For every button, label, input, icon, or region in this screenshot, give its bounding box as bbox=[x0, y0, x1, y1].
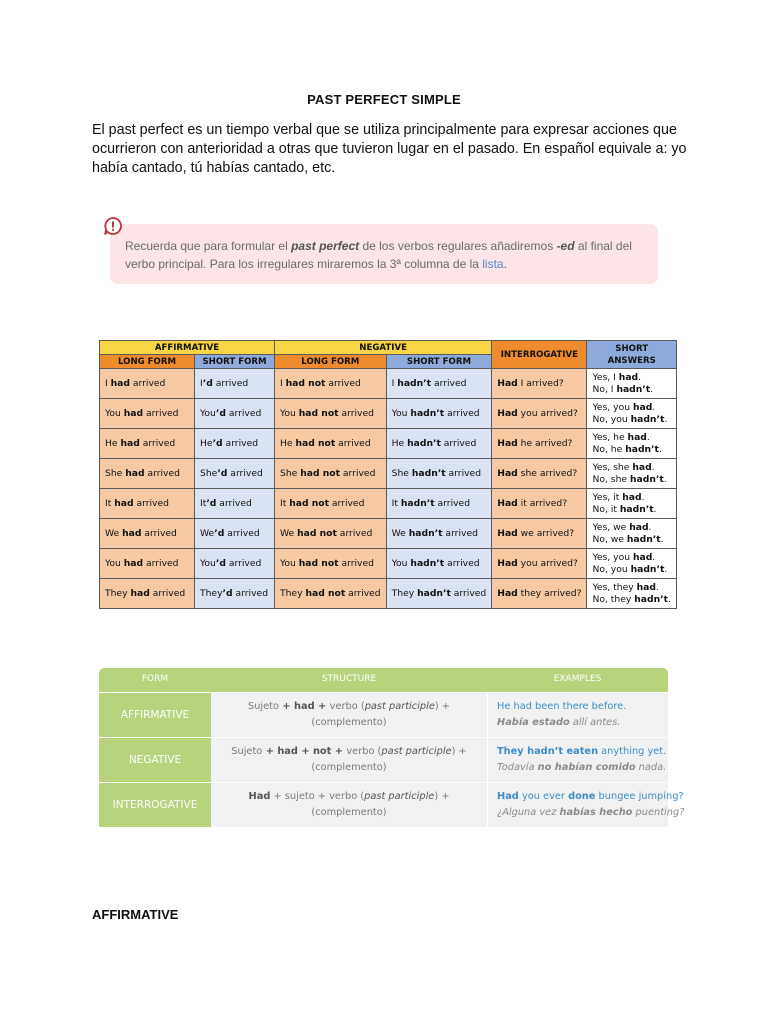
neg-short-cell: He hadn’t arrived bbox=[386, 429, 492, 459]
table-row bbox=[100, 369, 677, 399]
neg-short-cell: She hadn’t arrived bbox=[386, 459, 492, 489]
header-form: FORM bbox=[141, 674, 169, 684]
header-short-answers: SHORT ANSWERS bbox=[587, 341, 676, 369]
header-negative: NEGATIVE bbox=[275, 341, 492, 355]
intro-paragraph: El past perfect es un tiempo verbal que se utiliza principalmente para expresar acciones que ocurrieron con anterioridad a otras que tuvieron lugar en el pasado. En español equivale a: yo había cantado, tú habías cantado, etc. bbox=[92, 122, 687, 176]
section-heading: AFFIRMATIVE bbox=[92, 907, 179, 922]
form-label: NEGATIVE bbox=[99, 738, 211, 782]
interrogative-cell: Had you arrived? bbox=[492, 549, 587, 579]
aff-short-cell: He’d arrived bbox=[195, 429, 275, 459]
interrogative-cell: Had it arrived? bbox=[492, 489, 587, 519]
short-answer-cell: Yes, we had. No, we hadn’t. bbox=[587, 519, 676, 549]
list-link[interactable]: lista bbox=[482, 257, 504, 271]
table-row bbox=[100, 519, 677, 549]
short-answer-cell: Yes, you had. No, you hadn’t. bbox=[587, 549, 676, 579]
conjugation-table-body bbox=[100, 369, 677, 609]
page-title: PAST PERFECT SIMPLE bbox=[307, 92, 461, 107]
aff-long-cell: She had arrived bbox=[100, 459, 195, 489]
examples-cell bbox=[497, 693, 669, 737]
conjugation-table bbox=[99, 340, 677, 609]
neg-short-cell: They hadn’t arrived bbox=[386, 579, 492, 609]
note-text: Recuerda que para formular el past perfect de los verbos regulares añadiremos -ed al final del verbo principal. Para los irregulares miraremos la 3ª columna de la lista. bbox=[125, 239, 632, 271]
header-neg-long-form: LONG FORM bbox=[275, 355, 387, 369]
neg-short-cell: You hadn’t arrived bbox=[386, 399, 492, 429]
table-row bbox=[100, 429, 677, 459]
neg-long-cell: You had not arrived bbox=[275, 549, 387, 579]
interrogative-cell: Had we arrived? bbox=[492, 519, 587, 549]
aff-long-cell: It had arrived bbox=[100, 489, 195, 519]
form-label: AFFIRMATIVE bbox=[99, 693, 211, 737]
header-affirmative: AFFIRMATIVE bbox=[100, 341, 275, 355]
warning-speech-icon bbox=[103, 216, 123, 236]
structure-cell: Sujeto + had + not + verbo (past participle) + (complemento) bbox=[231, 746, 467, 773]
neg-short-cell: We hadn’t arrived bbox=[386, 519, 492, 549]
neg-short-cell: You hadn’t arrived bbox=[386, 549, 492, 579]
example-english: He had been there before. bbox=[497, 701, 627, 712]
examples-cell bbox=[497, 783, 685, 827]
structure-cell: Had + sujeto + verbo (past participle) + (complemento) bbox=[248, 791, 450, 818]
aff-long-cell: You had arrived bbox=[100, 399, 195, 429]
structure-table-header bbox=[99, 668, 668, 692]
header-aff-long-form: LONG FORM bbox=[100, 355, 195, 369]
table-row bbox=[100, 549, 677, 579]
example-spanish: ¿Alguna vez habías hecho puenting? bbox=[497, 807, 685, 818]
table-row bbox=[100, 579, 677, 609]
neg-short-cell: I hadn’t arrived bbox=[386, 369, 492, 399]
interrogative-cell: Had she arrived? bbox=[492, 459, 587, 489]
structure-row bbox=[99, 693, 668, 737]
aff-short-cell: It’d arrived bbox=[195, 489, 275, 519]
aff-short-cell: They’d arrived bbox=[195, 579, 275, 609]
header-interrogative: INTERROGATIVE bbox=[492, 341, 587, 369]
aff-long-cell: He had arrived bbox=[100, 429, 195, 459]
interrogative-cell: Had they arrived? bbox=[492, 579, 587, 609]
neg-long-cell: It had not arrived bbox=[275, 489, 387, 519]
aff-short-cell: You’d arrived bbox=[195, 399, 275, 429]
neg-long-cell: She had not arrived bbox=[275, 459, 387, 489]
form-label: INTERROGATIVE bbox=[99, 783, 211, 827]
short-answer-cell: Yes, it had. No, it hadn’t. bbox=[587, 489, 676, 519]
table-row bbox=[100, 489, 677, 519]
aff-short-cell: We’d arrived bbox=[195, 519, 275, 549]
short-answer-cell: Yes, you had. No, you hadn’t. bbox=[587, 399, 676, 429]
short-answer-cell: Yes, she had. No, she hadn’t. bbox=[587, 459, 676, 489]
aff-long-cell: I had arrived bbox=[100, 369, 195, 399]
neg-long-cell: We had not arrived bbox=[275, 519, 387, 549]
interrogative-cell: Had he arrived? bbox=[492, 429, 587, 459]
short-answer-cell: Yes, he had. No, he hadn’t. bbox=[587, 429, 676, 459]
short-answer-cell: Yes, I had. No, I hadn’t. bbox=[587, 369, 676, 399]
aff-long-cell: We had arrived bbox=[100, 519, 195, 549]
structure-row bbox=[99, 738, 668, 782]
table-row bbox=[100, 399, 677, 429]
table-row bbox=[100, 459, 677, 489]
neg-long-cell: I had not arrived bbox=[275, 369, 387, 399]
header-structure: STRUCTURE bbox=[321, 674, 377, 684]
example-spanish: Todavía no habían comido nada. bbox=[497, 762, 667, 773]
example-spanish: Había estado allí antes. bbox=[497, 717, 621, 728]
example-english: Had you ever done bungee jumping? bbox=[497, 791, 684, 802]
aff-long-cell: You had arrived bbox=[100, 549, 195, 579]
aff-short-cell: I’d arrived bbox=[195, 369, 275, 399]
short-answer-cell: Yes, they had. No, they hadn’t. bbox=[587, 579, 676, 609]
structure-table bbox=[99, 668, 685, 828]
neg-long-cell: They had not arrived bbox=[275, 579, 387, 609]
interrogative-cell: Had I arrived? bbox=[492, 369, 587, 399]
header-neg-short-form: SHORT FORM bbox=[386, 355, 492, 369]
example-english: They hadn’t eaten anything yet. bbox=[497, 746, 667, 757]
aff-long-cell: They had arrived bbox=[100, 579, 195, 609]
examples-cell bbox=[497, 738, 669, 782]
aff-short-cell: She’d arrived bbox=[195, 459, 275, 489]
header-examples: EXAMPLES bbox=[553, 674, 602, 684]
interrogative-cell: Had you arrived? bbox=[492, 399, 587, 429]
neg-long-cell: You had not arrived bbox=[275, 399, 387, 429]
neg-short-cell: It hadn’t arrived bbox=[386, 489, 492, 519]
structure-row bbox=[99, 783, 685, 827]
neg-long-cell: He had not arrived bbox=[275, 429, 387, 459]
aff-short-cell: You’d arrived bbox=[195, 549, 275, 579]
header-aff-short-form: SHORT FORM bbox=[195, 355, 275, 369]
structure-cell: Sujeto + had + verbo (past participle) + (complemento) bbox=[247, 701, 451, 728]
